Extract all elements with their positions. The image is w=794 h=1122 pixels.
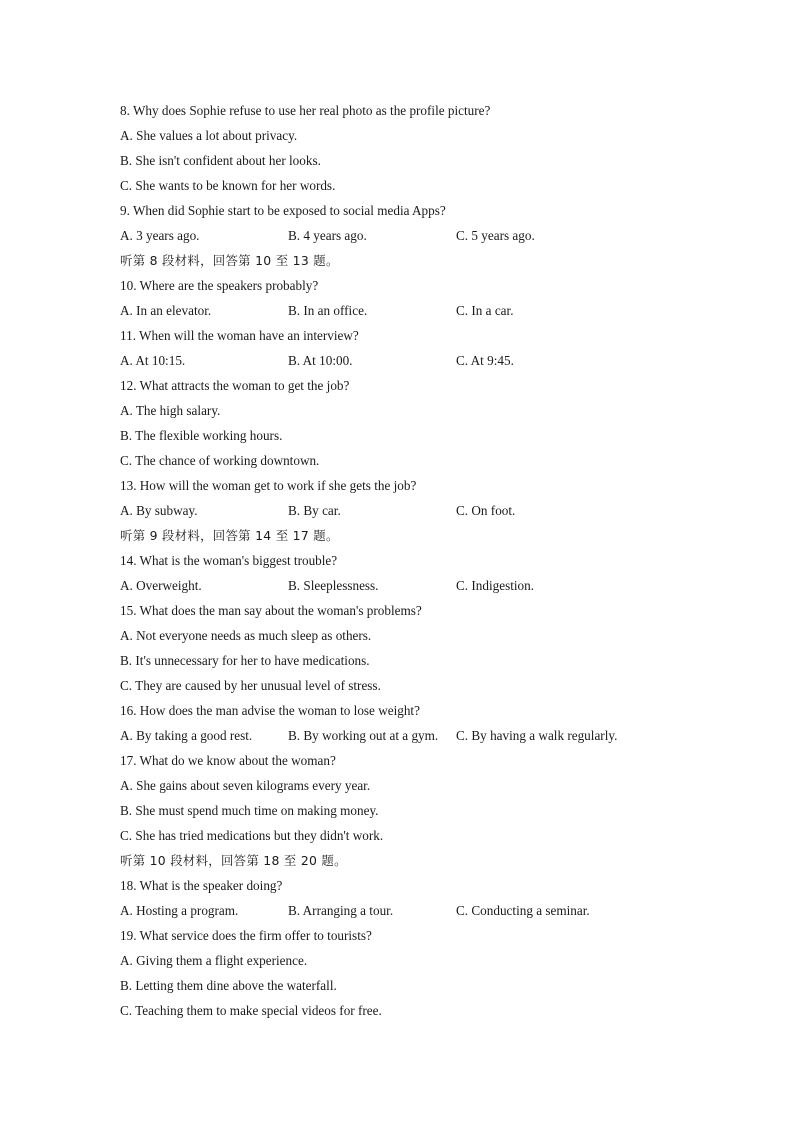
question-13: 13. How will the woman get to work if she gets the job? xyxy=(120,478,417,493)
question-12-option-b: B. The flexible working hours. xyxy=(120,428,283,443)
section-8-instruction: 听第 8 段材料，回答第 10 至 13 题。 xyxy=(120,253,339,268)
question-17: 17. What do we know about the woman? xyxy=(120,753,336,768)
question-9-options xyxy=(120,223,760,248)
question-10-option-c: C. In a car. xyxy=(456,303,514,318)
question-14-option-b: B. Sleeplessness. xyxy=(288,578,379,593)
question-12-option-a: A. The high salary. xyxy=(120,403,221,418)
question-11-options xyxy=(120,348,760,373)
question-13-options xyxy=(120,498,760,523)
question-18: 18. What is the speaker doing? xyxy=(120,878,283,893)
question-15: 15. What does the man say about the woman's problems? xyxy=(120,603,422,618)
question-13-option-b: B. By car. xyxy=(288,503,341,518)
question-11-option-b: B. At 10:00. xyxy=(288,353,353,368)
question-18-option-a: A. Hosting a program. xyxy=(120,903,239,918)
question-19-option-b: B. Letting them dine above the waterfall. xyxy=(120,978,337,993)
question-14-option-a: A. Overweight. xyxy=(120,578,202,593)
question-11-option-c: C. At 9:45. xyxy=(456,353,514,368)
question-8-option-a: A. She values a lot about privacy. xyxy=(120,128,298,143)
question-8: 8. Why does Sophie refuse to use her real photo as the profile picture? xyxy=(120,103,491,118)
question-18-option-c: C. Conducting a seminar. xyxy=(456,903,590,918)
question-9-option-b: B. 4 years ago. xyxy=(288,228,367,243)
question-17-option-a: A. She gains about seven kilograms every year. xyxy=(120,778,371,793)
question-8-option-b: B. She isn't confident about her looks. xyxy=(120,153,321,168)
question-16-option-a: A. By taking a good rest. xyxy=(120,728,253,743)
question-19: 19. What service does the firm offer to tourists? xyxy=(120,928,372,943)
question-12-option-c: C. The chance of working downtown. xyxy=(120,453,320,468)
question-14-options xyxy=(120,573,760,598)
section-10-instruction: 听第 10 段材料，回答第 18 至 20 题。 xyxy=(120,853,347,868)
section-9-instruction: 听第 9 段材料，回答第 14 至 17 题。 xyxy=(120,528,339,543)
question-15-option-c: C. They are caused by her unusual level of stress. xyxy=(120,678,381,693)
question-17-option-c: C. She has tried medications but they didn't work. xyxy=(120,828,384,843)
question-16-option-b: B. By working out at a gym. xyxy=(288,728,439,743)
listening-questions xyxy=(120,98,760,1023)
question-18-options xyxy=(120,898,760,923)
question-15-option-b: B. It's unnecessary for her to have medications. xyxy=(120,653,370,668)
question-16-options xyxy=(120,723,760,748)
question-10: 10. Where are the speakers probably? xyxy=(120,278,319,293)
question-14: 14. What is the woman's biggest trouble? xyxy=(120,553,338,568)
question-13-option-a: A. By subway. xyxy=(120,503,198,518)
question-15-option-a: A. Not everyone needs as much sleep as others. xyxy=(120,628,372,643)
question-10-option-b: B. In an office. xyxy=(288,303,368,318)
question-9-option-a: A. 3 years ago. xyxy=(120,228,200,243)
question-9-option-c: C. 5 years ago. xyxy=(456,228,535,243)
question-10-options xyxy=(120,298,760,323)
question-19-option-c: C. Teaching them to make special videos for free. xyxy=(120,1003,382,1018)
question-18-option-b: B. Arranging a tour. xyxy=(288,903,394,918)
question-11: 11. When will the woman have an interview? xyxy=(120,328,359,343)
question-13-option-c: C. On foot. xyxy=(456,503,516,518)
question-9: 9. When did Sophie start to be exposed to social media Apps? xyxy=(120,203,446,218)
question-14-option-c: C. Indigestion. xyxy=(456,578,535,593)
question-19-option-a: A. Giving them a flight experience. xyxy=(120,953,308,968)
question-16-option-c: C. By having a walk regularly. xyxy=(456,728,618,743)
question-8-option-c: C. She wants to be known for her words. xyxy=(120,178,336,193)
question-12: 12. What attracts the woman to get the job? xyxy=(120,378,350,393)
question-10-option-a: A. In an elevator. xyxy=(120,303,212,318)
question-11-option-a: A. At 10:15. xyxy=(120,353,186,368)
question-17-option-b: B. She must spend much time on making money. xyxy=(120,803,379,818)
question-16: 16. How does the man advise the woman to lose weight? xyxy=(120,703,420,718)
